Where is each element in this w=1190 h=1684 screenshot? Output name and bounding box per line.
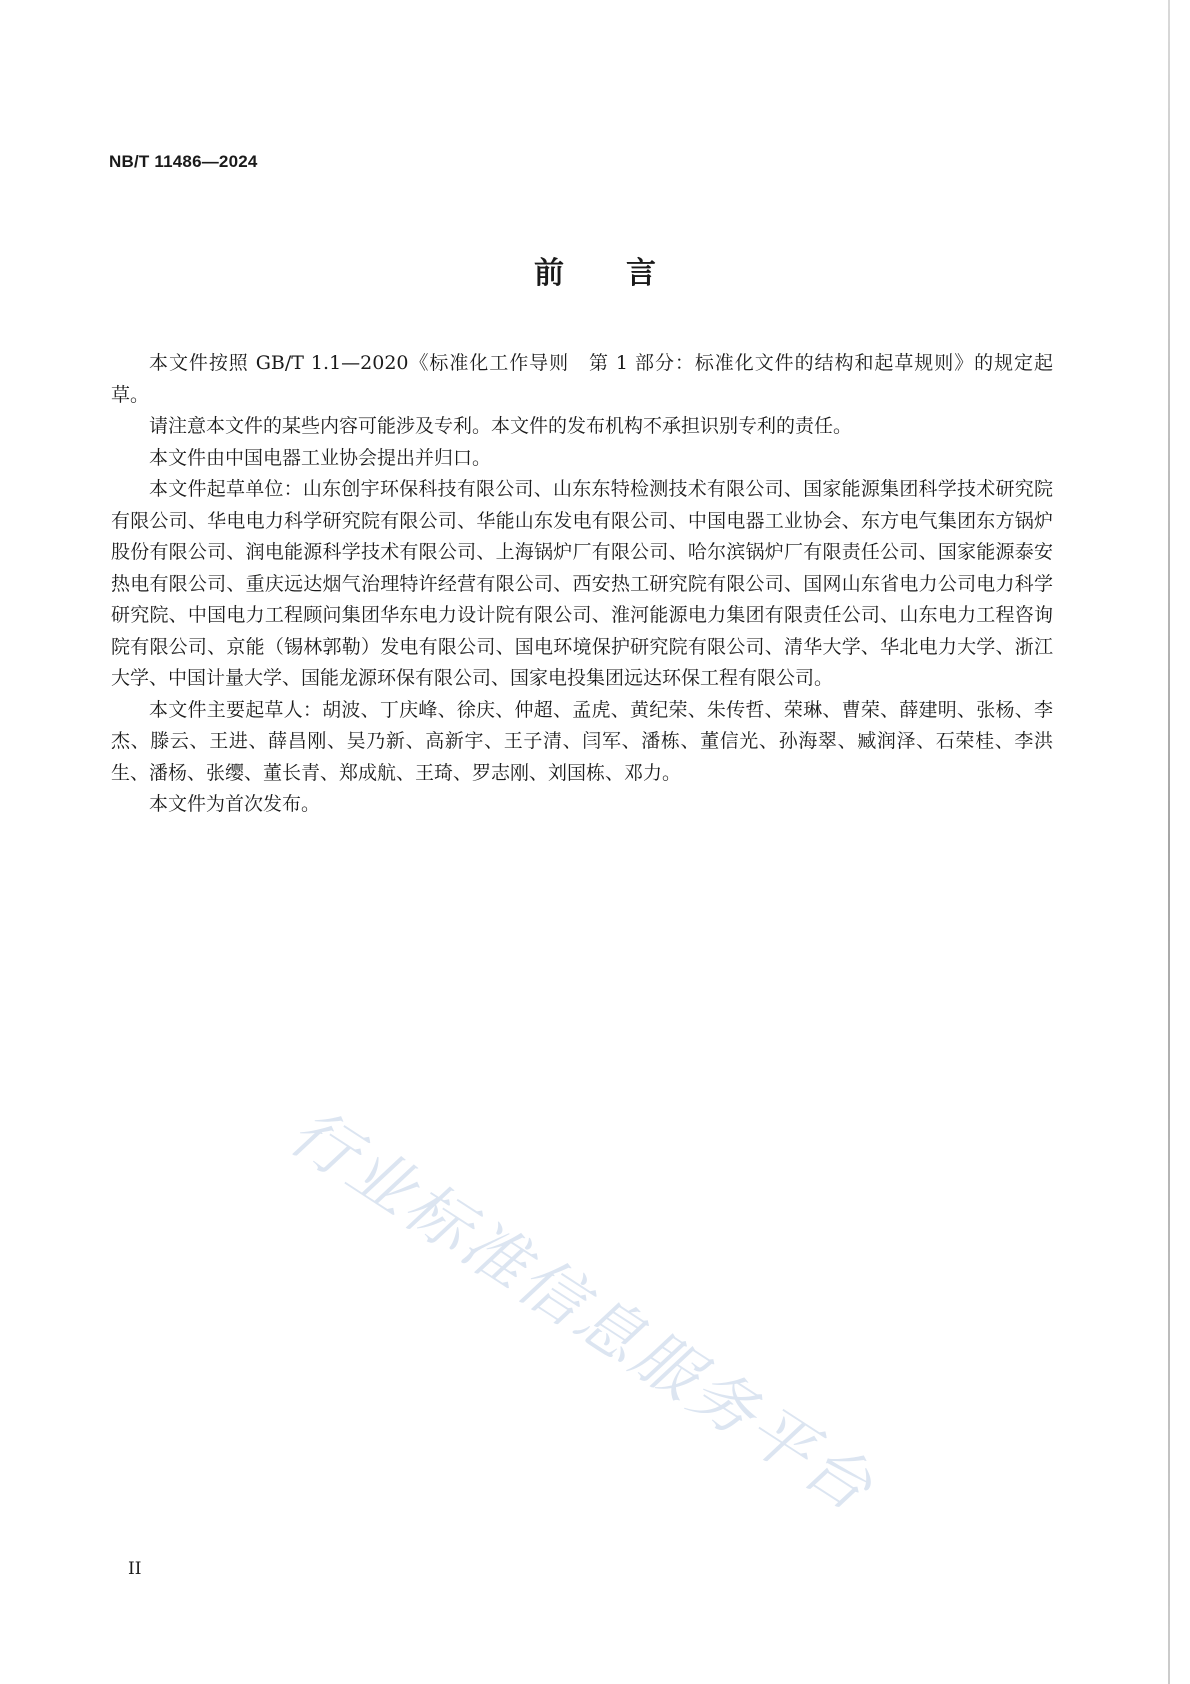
standard-code: NB/T 11486—2024	[109, 152, 258, 171]
paragraph-drafting-rules: 本文件按照 GB/T 1.1—2020《标准化工作导则 第 1 部分：标准化文件的结构和起草规则》的规定起草。	[111, 352, 1053, 406]
scan-edge-line	[1168, 0, 1170, 1684]
paragraph-drafting-units: 本文件起草单位：山东创宇环保科技有限公司、山东东特检测技术有限公司、国家能源集团科学技术研究院有限公司、华电电力科学研究院有限公司、华能山东发电有限公司、中国电器工业协会、东方电气集团东方锅炉股份有限公司、润电能源科学技术有限公司、上海锅炉厂有限公司、哈尔滨锅炉厂有限责任公司、国家能源泰安热电有限公司、重庆远达烟气治理特许经营有限公司、西安热工研究院有限公司、国网山东省电力公司电力科学研究院、中国电力工程顾问集团华东电力设计院有限公司、淮河能源电力集团有限责任公司、山东电力工程咨询院有限公司、京能（锡林郭勒）发电有限公司、国电环境保护研究院有限公司、清华大学、华北电力大学、浙江大学、中国计量大学、国能龙源环保有限公司、国家电投集团远达环保工程有限公司。	[111, 478, 1053, 689]
page-number: II	[128, 1559, 142, 1579]
paragraph-patent-notice: 请注意本文件的某些内容可能涉及专利。本文件的发布机构不承担识别专利的责任。	[149, 415, 853, 437]
foreword-body	[111, 348, 1053, 821]
watermark: 行业标准信息服务平台	[276, 1095, 888, 1528]
paragraph-proposer: 本文件由中国电器工业协会提出并归口。	[149, 446, 492, 469]
paragraph-drafters: 本文件主要起草人：胡波、丁庆峰、徐庆、仲超、孟虎、黄纪荣、朱传哲、荣琳、曹荣、薛建明、张杨、李杰、滕云、王进、薛昌刚、吴乃新、高新宇、王子清、闫军、潘栋、董信光、孙海翠、臧润泽、石荣桂、李洪生、潘杨、张缨、董长青、郑成航、王琦、罗志刚、刘国栋、邓力。	[111, 698, 1053, 784]
paragraph-first-release: 本文件为首次发布。	[149, 793, 321, 815]
page-heading: 前言	[534, 256, 718, 291]
